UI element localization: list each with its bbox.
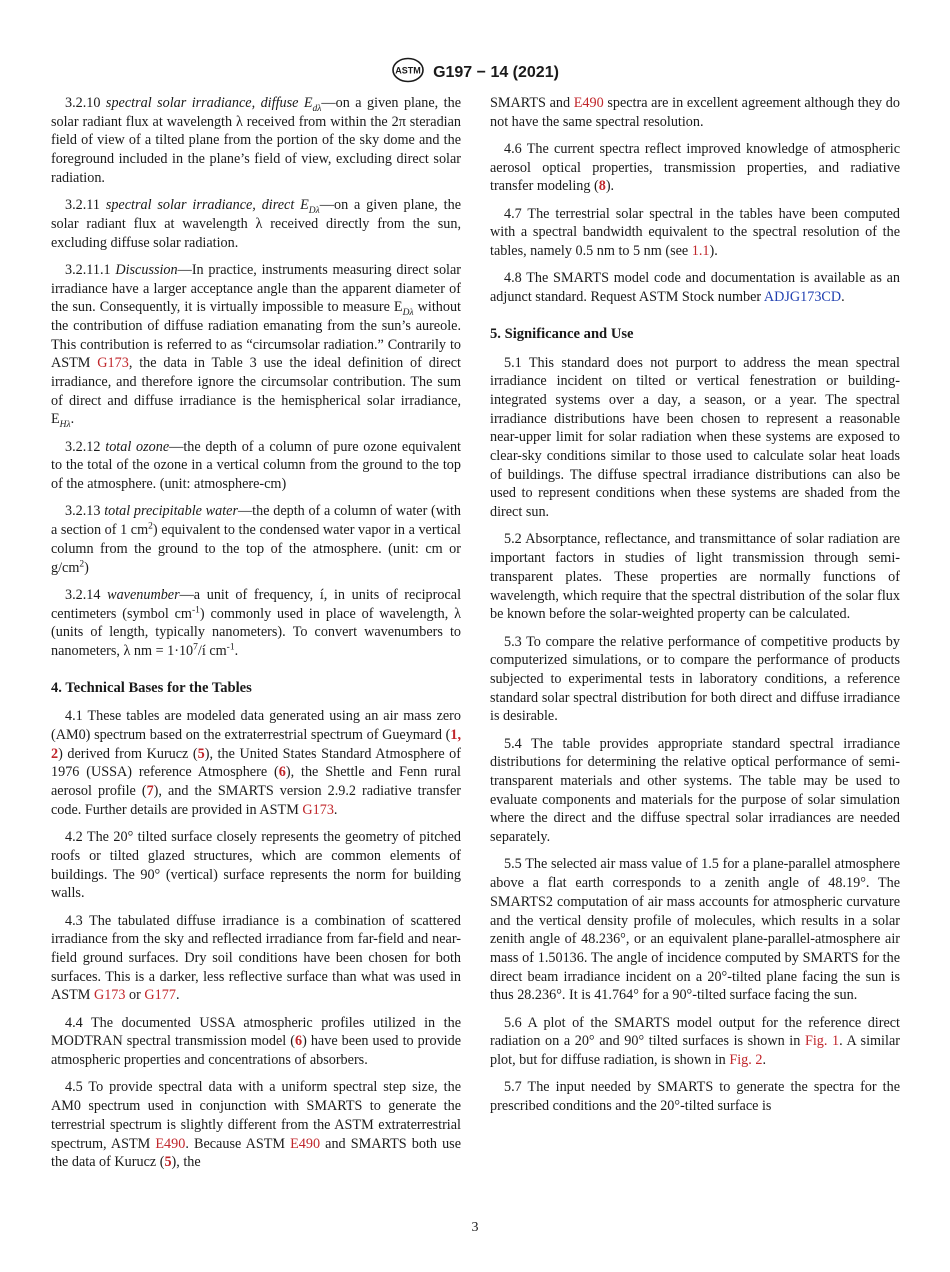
ref-e490[interactable]: E490 — [155, 1135, 186, 1152]
left-column — [51, 94, 461, 1181]
para-5-1: 5.1 This standard does not purport to address the mean spectral irradiance incident on tilted or vertical fenestration or building-integrated systems over a day, a season, or a year. The spectral irradiance distributions have been chosen to represent a reasonable near-upper limit for solar radiation when these systems are exposed to clear-sky conditions similar to those used to calculate solar heat loads of buildings. The diffuse spectral irradiance distributions can also be used to represent conditions when these systems are shaded from the direct sun. — [490, 354, 900, 521]
ref-fig-1[interactable]: Fig. 1 — [804, 1033, 840, 1050]
adjunct-link[interactable]: ADJG173CD — [763, 289, 842, 306]
citation-link[interactable]: 5 — [164, 1154, 172, 1171]
para-4-3: 4.3 The tabulated diffuse irradiance is a combination of scattered irradiance from the sky and reflected irradiance from far-field and near-field ground surfaces. Dry soil conditions have been chosen for both surfaces. This is a darker, less reflective surface than what was used in ASTM G173 or G177. — [51, 912, 461, 1004]
ref-g177[interactable]: G177 — [144, 987, 176, 1004]
citation-link[interactable]: 5 — [197, 745, 205, 762]
para-4-6: 4.6 The current spectra reflect improved knowledge of atmospheric aerosol optical properties, transmission properties, and radiative transfer modeling (8). — [490, 141, 900, 195]
section-5-heading: 5. Significance and Use — [490, 325, 634, 342]
ref-section-1-1[interactable]: 1.1 — [691, 243, 710, 260]
section-4-heading: 4. Technical Bases for the Tables — [51, 679, 252, 696]
citation-link[interactable]: 7 — [146, 783, 154, 800]
para-3-2-11: 3.2.11 spectral solar irradiance, direct $E_{D\lambda}—on$ a given plane, the solar radiant flux at wavelength λ received directly from the sun, excluding diffuse solar radiation. — [51, 197, 461, 251]
para-4-5: 4.5 To provide spectral data with a uniform spectral step size, the AM0 spectrum used in conjunction with SMARTS to generate the terrestrial spectrum is slightly different from the ASTM extraterrestrial spectrum, ASTM E490. Because ASTM E490 and SMARTS both use the data of Kurucz (5), the — [51, 1079, 461, 1171]
ref-g173[interactable]: G173 — [93, 987, 126, 1004]
para-3-2-14: 3.2.14 wavenumber—a unit of frequency, í, in units of reciprocal centimeters (symbol $cm^{-1}$) commonly used in place of wavelength, λ (units of length, typically nanometers). To convert wavenumbers to nanometers, λ nm = $1\cdot 10^7/í$ $cm^{-1}$. — [51, 586, 462, 659]
para-4-8: 4.8 The SMARTS model code and documentation is available as an adjunct standard. Request ASTM Stock number ADJG173CD. — [490, 270, 900, 306]
para-3-2-12: 3.2.12 total ozone—the depth of a column of pure ozone equivalent to the total of the ozone in a vertical column from the ground to the top of the atmosphere. (unit: atmosphere-cm) — [51, 438, 461, 493]
ref-fig-2[interactable]: Fig. 2 — [729, 1052, 763, 1069]
ref-g173[interactable]: G173 — [97, 355, 129, 372]
para-4-4: 4.4 The documented USSA atmospheric profiles utilized in the MODTRAN spectral transmission model (6) have been used to provide atmospheric properties and concentrations of absorbers. — [51, 1014, 461, 1069]
para-5-3: 5.3 To compare the relative performance of competitive products by computerized simulations, or to compare the performance of products subjected to experimental tests in laboratory conditions, a reference standard solar spectral distribution for both direct and diffuse irradiance is desirable. — [490, 633, 900, 725]
para-4-7: 4.7 The terrestrial solar spectral in the tables have been computed with a spectral bandwidth equivalent to the spectral resolution of the tables, namely 0.5 nm to 5 nm (see 1.1). — [490, 205, 900, 260]
para-5-2: 5.2 Absorptance, reflectance, and transmittance of solar radiation are important factors in studies of light transmission through semi-transparent plates. These properties are normally functions of wavelength, which require that the spectral distribution of the solar flux be known before the solar-weighted property can be calculated. — [490, 531, 900, 623]
para-5-6: 5.6 A plot of the SMARTS model output for the reference direct radiation on a 20° and 90° tilted surfaces is shown in Fig. 1. A similar plot, but for diffuse radiation, is shown in Fig. 2. — [490, 1014, 900, 1069]
right-column — [490, 94, 900, 1124]
para-4-5-continued: SMARTS and E490 spectra are in excellent agreement although they do not have the same spectral resolution. — [490, 95, 900, 130]
para-5-5: 5.5 The selected air mass value of 1.5 for a plane-parallel atmosphere above a flat earth corresponds to a zenith angle of 48.19°. The SMARTS2 computation of air mass accounts for atmospheric curvature and the vertical density profile of molecules, which results in a solar zenith angle of 48.236°, or an equivalent plane-parallel-atmosphere air mass of 1.50136. The angle of incidence computed by SMARTS for the direct beam irradiance incident on a 20°-tilted plane facing the sun is thus 28.236°. It is 41.764° for a 90°-tilted surface facing the sun. — [490, 856, 900, 1004]
page-number: 3 — [471, 1220, 479, 1235]
para-3-2-13: 3.2.13 total precipitable water—the depth of a column of water (with a section of 1 $cm^2$) equivalent to the condensed water vapor in a vertical column from the ground to the top of the atmosphere. (unit: cm or $g/cm^2$) — [51, 503, 461, 576]
citation-link[interactable]: 8 — [598, 178, 606, 195]
page-header — [0, 57, 950, 83]
ref-g173[interactable]: G173 — [302, 801, 334, 818]
astm-logo-icon — [391, 57, 425, 88]
para-3-2-10: 3.2.10 spectral solar irradiance, diffuse $E_{d\lambda}—on$ a given plane, the solar radiant flux at wavelength λ received from within the 2π steradian field of view of a tilted plane from the portion of the sky dome and the foreground included in the plane’s field of view, excluding direct solar radiation. — [51, 95, 462, 186]
para-5-7: 5.7 The input needed by SMARTS to generate the spectra for the prescribed conditions and the 20°-tilted surface is — [490, 1079, 900, 1115]
citation-link[interactable]: 6 — [278, 764, 286, 781]
para-3-2-11-1: 3.2.11.1 Discussion—In practice, instruments measuring direct solar irradiance have a larger acceptance angle than the apparent diameter of the sun. Consequently, it is virtually impossible to measure $E_{D\lambda}$ without the contribution of diffuse radiation emanating from the sun’s aureole. This contribution is referred to as “circumsolar radiation.” Contrarily to ASTM G173, the data in Table 3 use the ideal definition of direct irradiance, and therefore ignore the circumsolar contribution. The sum of direct and diffuse irradiance is the hemispherical solar irradiance, $E_{H\lambda}$. — [51, 261, 462, 431]
citation-link[interactable]: 6 — [294, 1033, 303, 1050]
ref-e490[interactable]: E490 — [290, 1135, 321, 1152]
para-4-1: 4.1 These tables are modeled data generated using an air mass zero (AM0) spectrum based on the extraterrestrial spectrum of Gueymard (1, 2) derived from Kurucz (5), the United States Standard Atmosphere of 1976 (USSA) reference Atmosphere (6), the Shettle and Fenn rural aerosol profile (7), and the SMARTS version 2.9.2 radiative transfer code. Further details are provided in ASTM G173. — [51, 708, 461, 818]
standard-designation: G197 − 14 (2021) — [433, 63, 559, 81]
citation-link[interactable]: 1, 2 — [51, 727, 461, 762]
para-5-4: 5.4 The table provides appropriate standard spectral irradiance distributions for determining the relative optical performance of semi-transparent materials and other systems. The table may be used to evaluate components and materials for the purpose of solar simulation where the direct and the diffuse spectral solar irradiances are needed separately. — [490, 735, 900, 846]
para-4-2: 4.2 The 20° tilted surface closely represents the geometry of pitched roofs or tilted glazed structures, which are common elements of buildings. The 90° (vertical) surface represents the norm for building walls. — [51, 829, 461, 902]
ref-e490[interactable]: E490 — [573, 95, 604, 111]
svg-text:ASTM: ASTM — [395, 65, 421, 76]
